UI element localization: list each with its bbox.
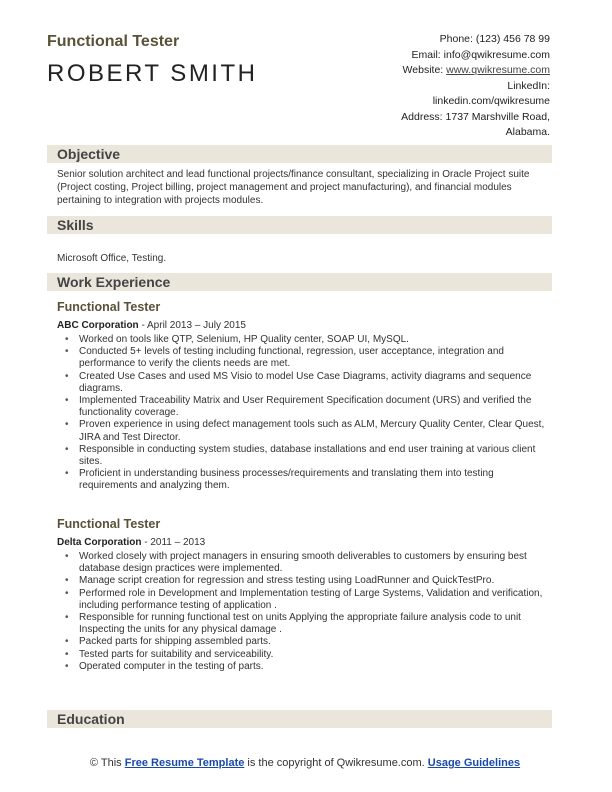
list-item: • Worked on tools like QTP, Selenium, HP Quality center, SOAP UI, MySQL.	[79, 334, 554, 346]
job-bullet-list	[79, 551, 554, 673]
contact-address-line2: Alabama.	[505, 126, 550, 138]
list-item: • Responsible in conducting system studies, database installations and end user training at various client sites.	[79, 444, 554, 468]
job-title: Functional Tester	[57, 517, 161, 531]
contact-email: Email: info@qwikresume.com	[411, 48, 550, 61]
usage-guidelines-link[interactable]: Usage Guidelines	[427, 757, 521, 769]
website-link[interactable]: www.qwikresume.com	[446, 64, 550, 76]
job-title: Functional Tester	[57, 300, 161, 314]
section-work-experience	[47, 273, 552, 291]
section-education	[47, 710, 552, 728]
list-item: • Tested parts for suitability and serviceability.	[79, 649, 554, 661]
contact-address: Address: 1737 Marshville Road,	[401, 110, 550, 123]
job-dates: - 2011 – 2013	[141, 537, 206, 548]
contact-linkedin-label: LinkedIn:	[507, 79, 550, 92]
list-item: • Performed role in Development and Implementation testing of Large Systems, Validation and verification, including performance testing of application .	[79, 588, 554, 612]
candidate-name: ROBERT SMITH	[47, 60, 258, 87]
list-item: • Implemented Traceability Matrix and User Requirement Specification document (URS) and verified the functionality coverage.	[79, 395, 554, 419]
list-item: • Responsible for running functional test on units Applying the appropriate failure analysis code to unit Inspecting the units for any physical damage .	[79, 612, 554, 636]
company-name: Delta Corporation	[57, 537, 142, 548]
free-resume-template-link[interactable]: Free Resume Template	[124, 757, 245, 769]
contact-block	[290, 32, 550, 141]
list-item: • Packed parts for shipping assembled parts.	[79, 636, 554, 648]
job-company-line	[57, 320, 246, 331]
section-heading: Skills	[57, 217, 94, 233]
contact-phone: Phone: (123) 456 78 99	[439, 33, 550, 45]
section-objective	[47, 145, 552, 163]
copyright-footer: © This Free Resume Template is the copyright of Qwikresume.com. Usage Guidelines	[89, 757, 521, 769]
list-item: • Worked closely with project managers in ensuring smooth deliverables to customers by ensuring best database design practices were implemented.	[79, 551, 554, 575]
job-dates: - April 2013 – July 2015	[138, 320, 246, 331]
company-name: ABC Corporation	[57, 320, 139, 331]
contact-website: Website: www.qwikresume.com	[402, 64, 550, 76]
resume-job-title: Functional Tester	[47, 33, 180, 50]
section-heading: Objective	[57, 146, 121, 162]
section-heading: Work Experience	[57, 274, 171, 290]
contact-linkedin: linkedin.com/qwikresume	[432, 95, 550, 107]
objective-text: Senior solution architect and lead functional projects/finance consultant, specializing in Oracle Project suite (Project costing, Project billing, project management and project manufacturing), and financial modules pertaining to integration with projects modules.	[57, 169, 530, 206]
list-item: • Manage script creation for regression and stress testing using LoadRunner and QuickTestPro.	[79, 575, 554, 587]
section-heading: Education	[57, 711, 125, 727]
section-skills	[47, 216, 552, 234]
skills-text: Microsoft Office, Testing.	[57, 253, 167, 264]
list-item: • Proficient in understanding business processes/requirements and translating them into testing requirements and analyzing them.	[79, 468, 554, 492]
job-bullet-list	[79, 334, 554, 493]
list-item: • Operated computer in the testing of parts.	[79, 661, 554, 673]
list-item: • Conducted 5+ levels of testing including functional, regression, user acceptance, integration and performance to verify the clients needs are met.	[79, 346, 554, 370]
list-item: • Proven experience in using defect management tools such as ALM, Mercury Quality Center, Clear Quest, JIRA and Test Director.	[79, 419, 554, 443]
list-item: • Created Use Cases and used MS Visio to model Use Case Diagrams, activity diagrams and sequence diagrams.	[79, 371, 554, 395]
job-company-line	[57, 537, 205, 548]
